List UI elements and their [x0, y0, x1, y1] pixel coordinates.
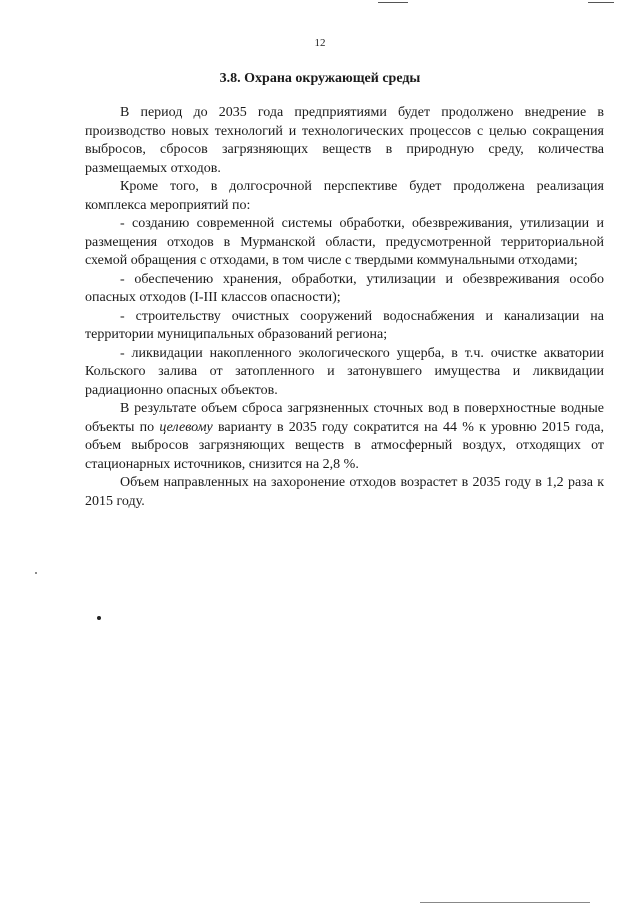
page-number: 12	[314, 37, 326, 49]
document-body	[85, 104, 604, 511]
list-item-1: - созданию современной системы обработки, обезвреживания, утилизации и размещения отходов в Мурманской области, предусмотренной территориальной схемой обращения с отходами, в том числе с твердыми коммунальными отходами;	[85, 216, 604, 268]
scan-artifact-bottom	[420, 902, 590, 903]
list-item-2: - обеспечению хранения, обработки, утилизации и обезвреживания особо опасных отходов (I-III классов опасности);	[85, 271, 604, 305]
scan-dot-small	[35, 572, 37, 574]
paragraph-4: Объем направленных на захоронение отходов возрастет в 2035 году в 1,2 раза к 2015 году.	[85, 475, 604, 509]
scan-artifact-top-2	[588, 2, 614, 3]
list-item-3: - строительству очистных сооружений водоснабжения и канализации на территории муниципальных образований региона;	[85, 308, 604, 342]
paragraph-3-text-after: варианту в 2035 году сократится на 44 % к уровню 2015 года, объем выбросов загрязняющих веществ в атмосферный воздух, отходящих от стационарных источников, снизится на 2,8 %.	[85, 419, 604, 472]
paragraph-1: В период до 2035 года предприятиями будет продолжено внедрение в производство новых технологий и технологических процессов с целью сокращения выбросов, сбросов загрязняющих веществ в природную среду, количества размещаемых отходов.	[85, 105, 604, 176]
paragraph-3-text-before: В результате объем сброса загрязненных сточных вод в поверхностные водные объекты по	[85, 401, 604, 435]
paragraph-3	[85, 400, 604, 474]
section-title: 3.8. Охрана окружающей среды	[219, 71, 421, 86]
list-item-4: - ликвидации накопленного экологического ущерба, в т.ч. очистке акватории Кольского залива от затопленного и затонувшего имущества и ликвидации радиационно опасных объектов.	[85, 345, 604, 398]
paragraph-2: Кроме того, в долгосрочной перспективе будет продолжена реализация комплекса мероприятий по:	[85, 179, 604, 213]
scan-artifact-top-1	[378, 2, 408, 3]
scan-dot	[97, 616, 101, 620]
paragraph-3-emphasis: целевому	[159, 419, 213, 435]
